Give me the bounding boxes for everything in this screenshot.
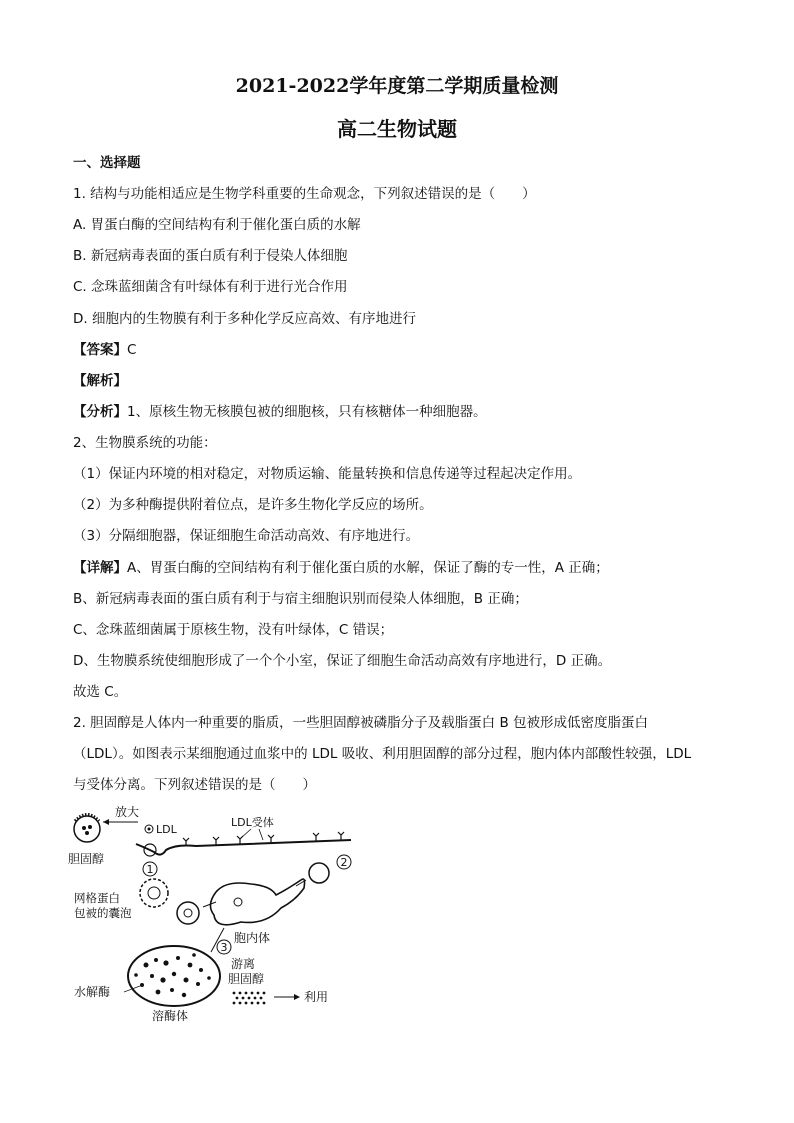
exam-title: 2021-2022学年度第二学期质量检测 (235, 75, 559, 97)
label-lysosome: 溶酶体 (152, 1009, 189, 1023)
step-1-circle-num: 1 (146, 863, 154, 876)
label-endosome: 胞内体 (234, 931, 271, 945)
label-ldl-receptor: LDL受体 (231, 816, 274, 829)
label-free-1: 游离 (231, 957, 256, 971)
receptor-pointer-2 (259, 829, 263, 840)
ldl-symbol-core (148, 828, 151, 831)
detail-c: C、念珠蓝细菌属于原核生物，没有叶绿体，C 错误； (73, 622, 394, 638)
step-2-circle-num: 2 (340, 856, 348, 869)
label-cholesterol: 胆固醇 (68, 852, 105, 866)
label-use: 利用 (304, 990, 329, 1004)
q2-stem-line3: 与受体分离。下列叙述错误的是（ ） (73, 777, 316, 793)
ldl-enlarged-particle (74, 815, 100, 843)
label-free-2: 胆固醇 (228, 972, 265, 986)
q1-option-b: B. 新冠病毒表面的蛋白质有利于侵染人体细胞 (73, 248, 348, 264)
fenxi-text: 1、原核生物无核膜包被的细胞核，只有核糖体一种细胞器。 (127, 404, 487, 420)
detail-tag: 【详解】 (73, 560, 127, 576)
free-cholesterol-dots (233, 992, 266, 1005)
label-enlarge: 放大 (115, 805, 140, 819)
fusion-arrow (203, 902, 216, 907)
fenxi-point-2-1: （1）保证内环境的相对稳定，对物质运输、能量转换和信息传递等过程起决定作用。 (73, 466, 582, 482)
label-ldl: LDL (156, 823, 177, 836)
coated-vesicle (140, 879, 168, 907)
lysosome-contents (134, 953, 211, 997)
detail-line (73, 556, 609, 576)
label-vesicle-1: 网格蛋白 (74, 891, 120, 905)
fenxi-tag: 【分析】 (73, 404, 127, 420)
use-arrowhead (294, 994, 300, 1000)
detail-d: D、生物膜系统使细胞形成了一个个小室，保证了细胞生命活动高效有序地进行，D 正确。 (73, 653, 612, 669)
answer-tag: 【答案】 (73, 342, 127, 358)
detail-b: B、新冠病毒表面的蛋白质有利于与宿主细胞识别而侵染人体细胞，B 正确； (73, 591, 528, 607)
q1-option-c: C. 念珠蓝细菌含有叶绿体有利于进行光合作用 (73, 279, 348, 295)
enlarge-arrowhead (103, 819, 109, 825)
q1-option-d: D. 细胞内的生物膜有利于多种化学反应高效、有序地进行 (73, 311, 416, 327)
label-hydrolase: 水解酶 (74, 985, 111, 999)
fenxi-line (73, 400, 487, 420)
q1-stem: 1. 结构与功能相适应是生物学科重要的生命观念，下列叙述错误的是（ ） (73, 186, 536, 202)
fenxi-point-2-2: （2）为多种酶提供附着位点，是许多生物化学反应的场所。 (73, 497, 433, 513)
answer-value: C (127, 342, 137, 358)
analysis-tag: 【解析】 (73, 373, 127, 389)
step-3-circle-num: 3 (220, 941, 228, 954)
q1-option-a: A. 胃蛋白酶的空间结构有利于催化蛋白质的水解 (73, 217, 361, 233)
vesicle-ldl (148, 887, 160, 899)
cell-membrane (136, 840, 351, 855)
endosome-ldl (234, 898, 242, 906)
uncoated-vesicle-ldl (184, 909, 192, 917)
ldl-uptake-diagram (66, 800, 366, 1028)
section-heading: 一、选择题 (73, 155, 141, 171)
q2-stem-line1: 2. 胆固醇是人体内一种重要的脂质，一些胆固醇被磷脂分子及载脂蛋白 B 包被形成低密度脂蛋白 (73, 715, 649, 731)
q1-answer-line (73, 338, 136, 358)
conclusion: 故选 C。 (73, 684, 128, 700)
exam-subtitle: 高二生物试题 (337, 117, 457, 141)
label-vesicle-2: 包被的囊泡 (74, 906, 132, 920)
uncoated-vesicle (177, 902, 199, 924)
q2-stem-line2: （LDL）。如图表示某细胞通过血浆中的 LDL 吸收、利用胆固醇的部分过程，胞内体内部酸性较强，LDL (73, 746, 692, 762)
detail-text: A、胃蛋白酶的空间结构有利于催化蛋白质的水解，保证了酶的专一性，A 正确； (127, 560, 609, 576)
fenxi-point-2: 2、生物膜系统的功能： (73, 435, 217, 451)
recycling-vesicle (309, 863, 329, 883)
endosome (210, 879, 304, 925)
fenxi-point-2-3: （3）分隔细胞器，保证细胞生命活动高效、有序地进行。 (73, 528, 420, 544)
